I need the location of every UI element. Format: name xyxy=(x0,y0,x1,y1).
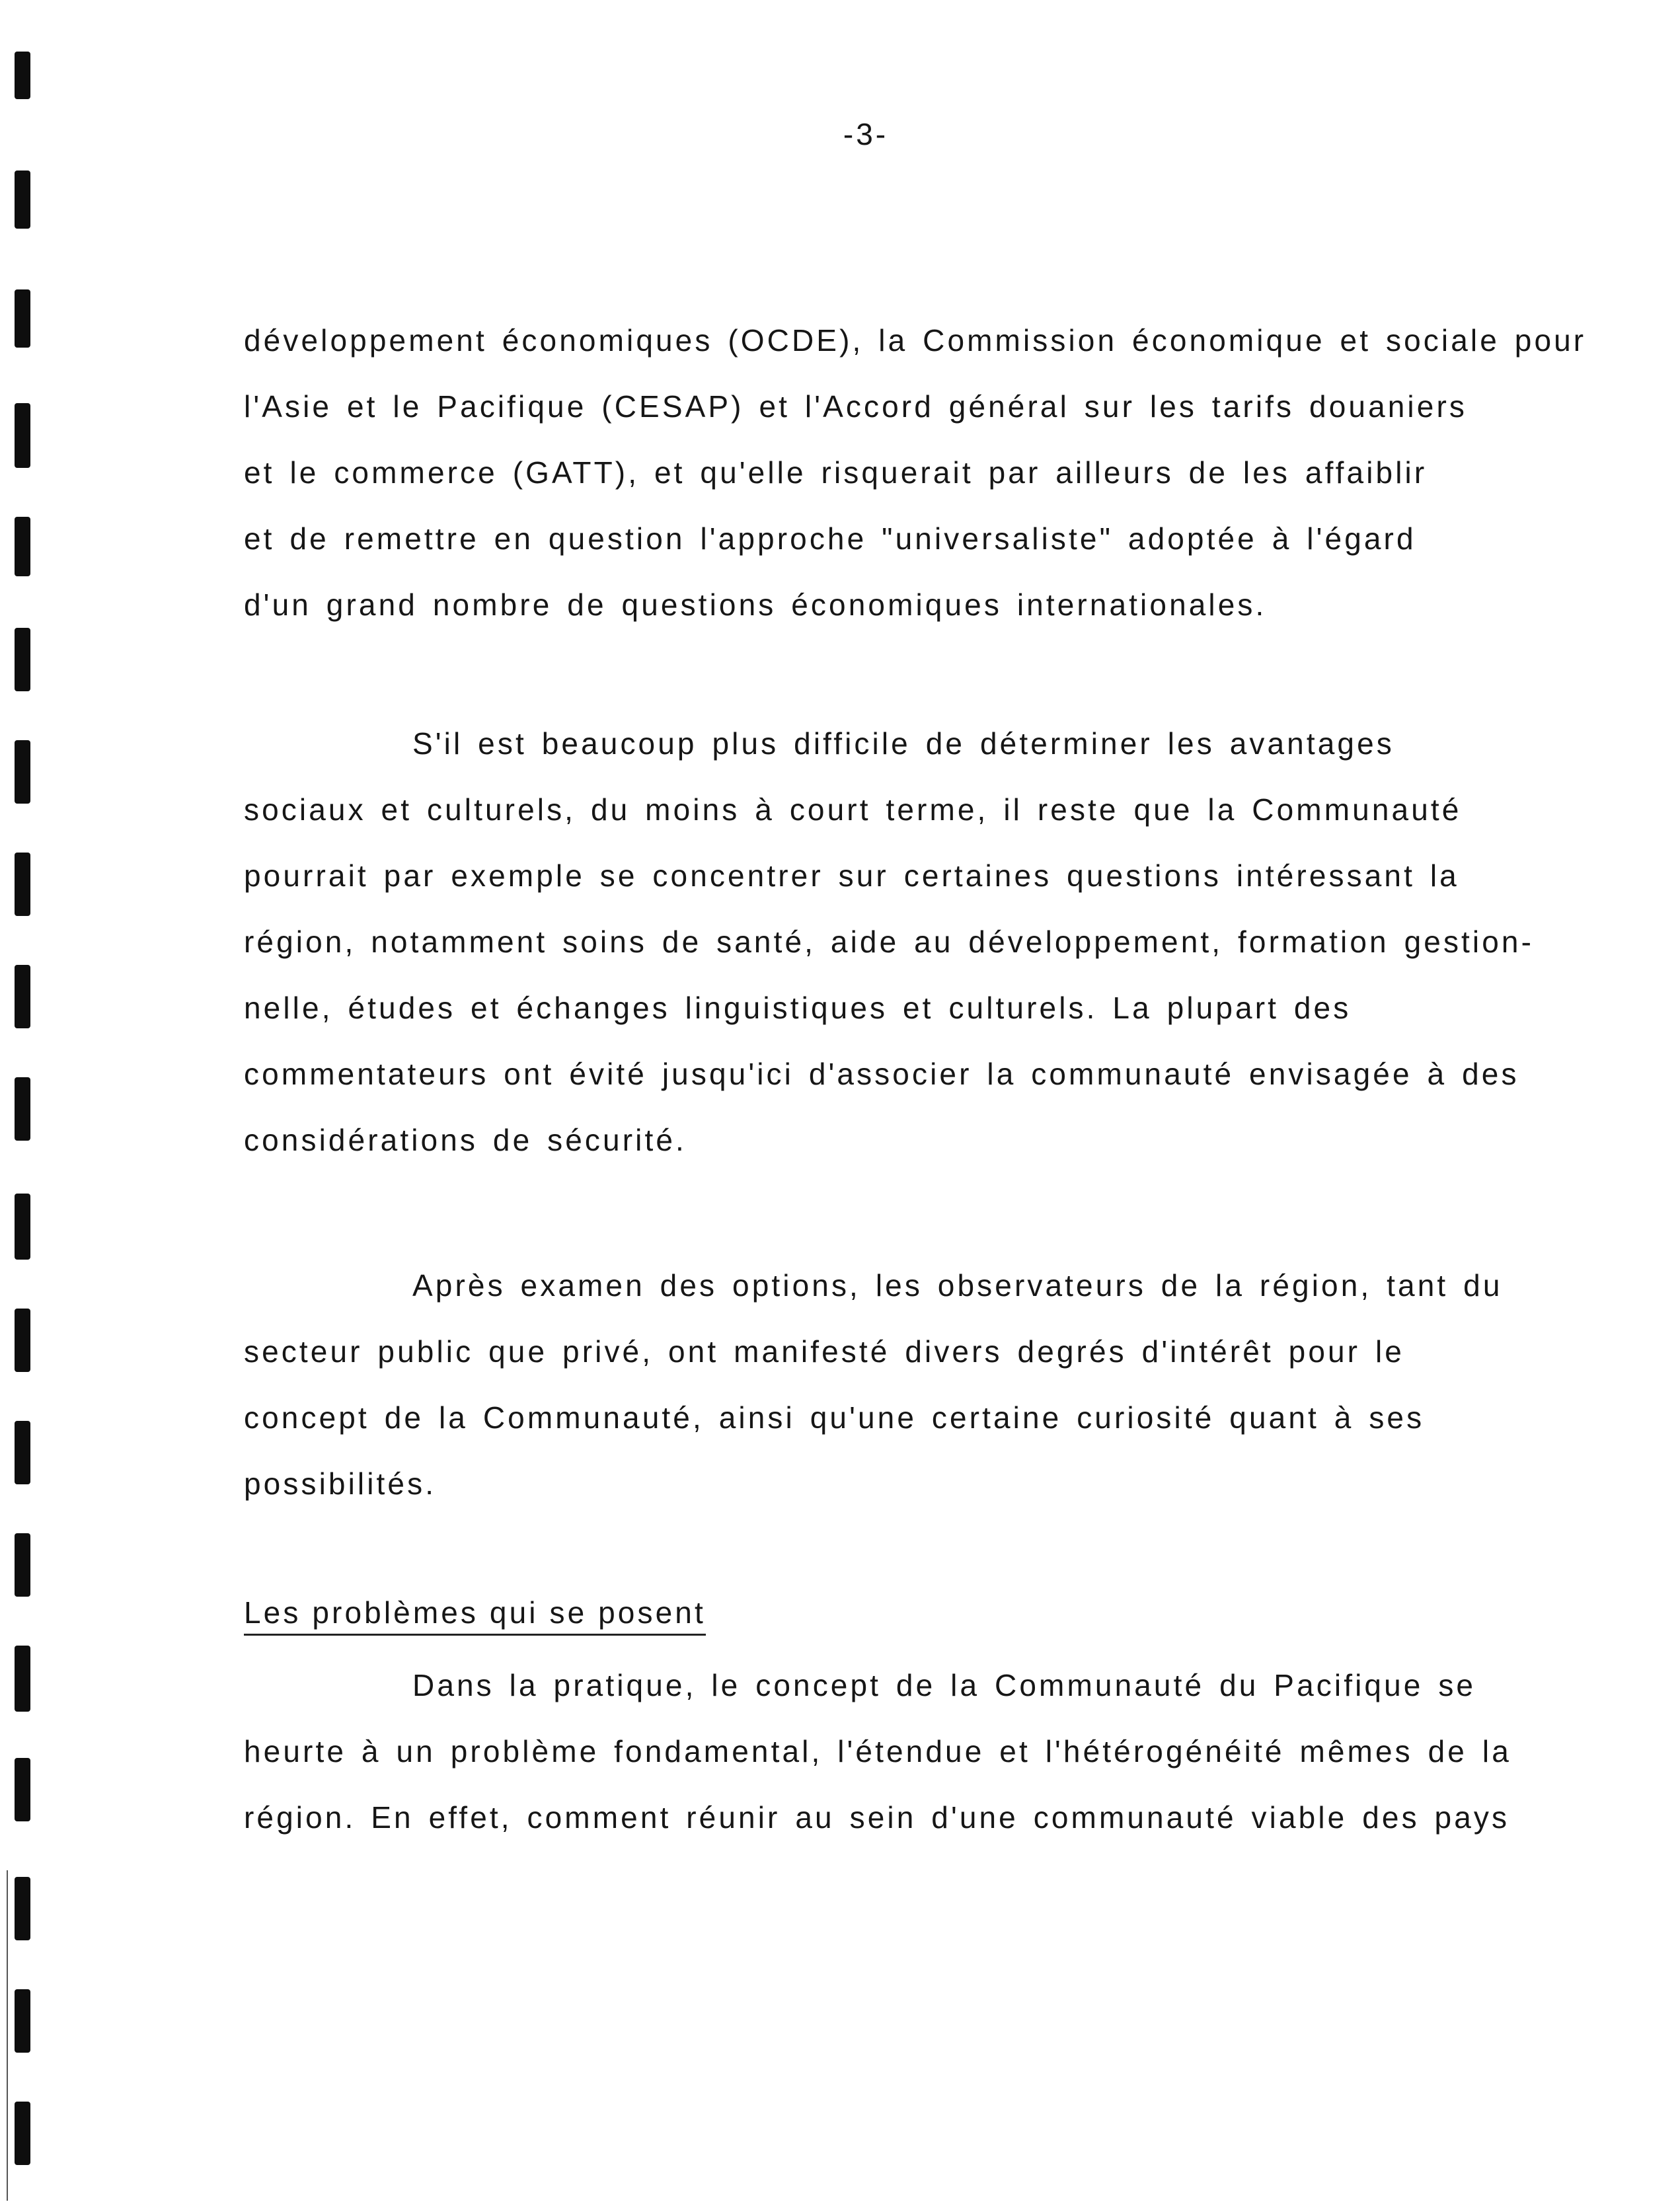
binding-strip xyxy=(0,0,46,2206)
paragraph-continuation xyxy=(244,307,1587,638)
binding-mark xyxy=(15,1758,30,1821)
text-line: nelle, études et échanges linguistiques et culturels. La plupart des xyxy=(244,991,1352,1025)
text-line: et le commerce (GATT), et qu'elle risquerait par ailleurs de les affaiblir xyxy=(244,455,1428,490)
binding-mark xyxy=(15,1421,30,1484)
binding-mark xyxy=(15,52,30,99)
binding-mark xyxy=(15,1194,30,1260)
text-line: sociaux et culturels, du moins à court terme, il reste que la Communauté xyxy=(244,792,1462,827)
paper-edge-line xyxy=(7,1870,8,2201)
section-heading: Les problèmes qui se posent xyxy=(244,1593,706,1636)
binding-mark xyxy=(15,403,30,468)
paragraph-social-cultural xyxy=(244,710,1535,1173)
text-line: Après examen des options, les observateurs de la région, tant du xyxy=(412,1268,1503,1303)
text-line: Dans la pratique, le concept de la Communauté du Pacifique se xyxy=(412,1668,1476,1702)
text-line: possibilités. xyxy=(244,1466,437,1501)
binding-mark xyxy=(15,628,30,691)
text-line: concept de la Communauté, ainsi qu'une certaine curiosité quant à ses xyxy=(244,1400,1425,1435)
text-line: région. En effet, comment réunir au sein d'une communauté viable des pays xyxy=(244,1800,1510,1835)
text-line: secteur public que privé, ont manifesté divers degrés d'intérêt pour le xyxy=(244,1334,1404,1369)
binding-mark xyxy=(15,517,30,576)
binding-mark xyxy=(15,1877,30,1940)
text-line: considérations de sécurité. xyxy=(244,1123,687,1157)
text-line: heurte à un problème fondamental, l'étendue et l'hétérogénéité mêmes de la xyxy=(244,1734,1511,1769)
binding-mark xyxy=(15,740,30,804)
text-line: et de remettre en question l'approche "universaliste" adoptée à l'égard xyxy=(244,521,1416,556)
binding-mark xyxy=(15,2102,30,2165)
text-line: développement économiques (OCDE), la Commission économique et sociale pour xyxy=(244,323,1587,358)
binding-mark xyxy=(15,171,30,229)
text-line: S'il est beaucoup plus difficile de déterminer les avantages xyxy=(412,726,1394,761)
binding-mark xyxy=(15,1077,30,1141)
paragraph-problems xyxy=(244,1652,1511,1850)
binding-mark xyxy=(15,853,30,916)
text-line: commentateurs ont évité jusqu'ici d'associer la communauté envisagée à des xyxy=(244,1057,1519,1091)
text-line: d'un grand nombre de questions économiques internationales. xyxy=(244,588,1267,622)
binding-mark xyxy=(15,1989,30,2053)
text-line: pourrait par exemple se concentrer sur certaines questions intéressant la xyxy=(244,858,1459,893)
binding-mark xyxy=(15,289,30,348)
binding-mark xyxy=(15,1309,30,1372)
text-line: l'Asie et le Pacifique (CESAP) et l'Accord général sur les tarifs douaniers xyxy=(244,389,1467,424)
binding-mark xyxy=(15,1646,30,1712)
text-line: région, notamment soins de santé, aide au développement, formation gestion- xyxy=(244,925,1535,959)
binding-mark xyxy=(15,965,30,1028)
binding-mark xyxy=(15,1533,30,1597)
page-number: -3- xyxy=(843,117,889,151)
paragraph-observers xyxy=(244,1252,1503,1517)
